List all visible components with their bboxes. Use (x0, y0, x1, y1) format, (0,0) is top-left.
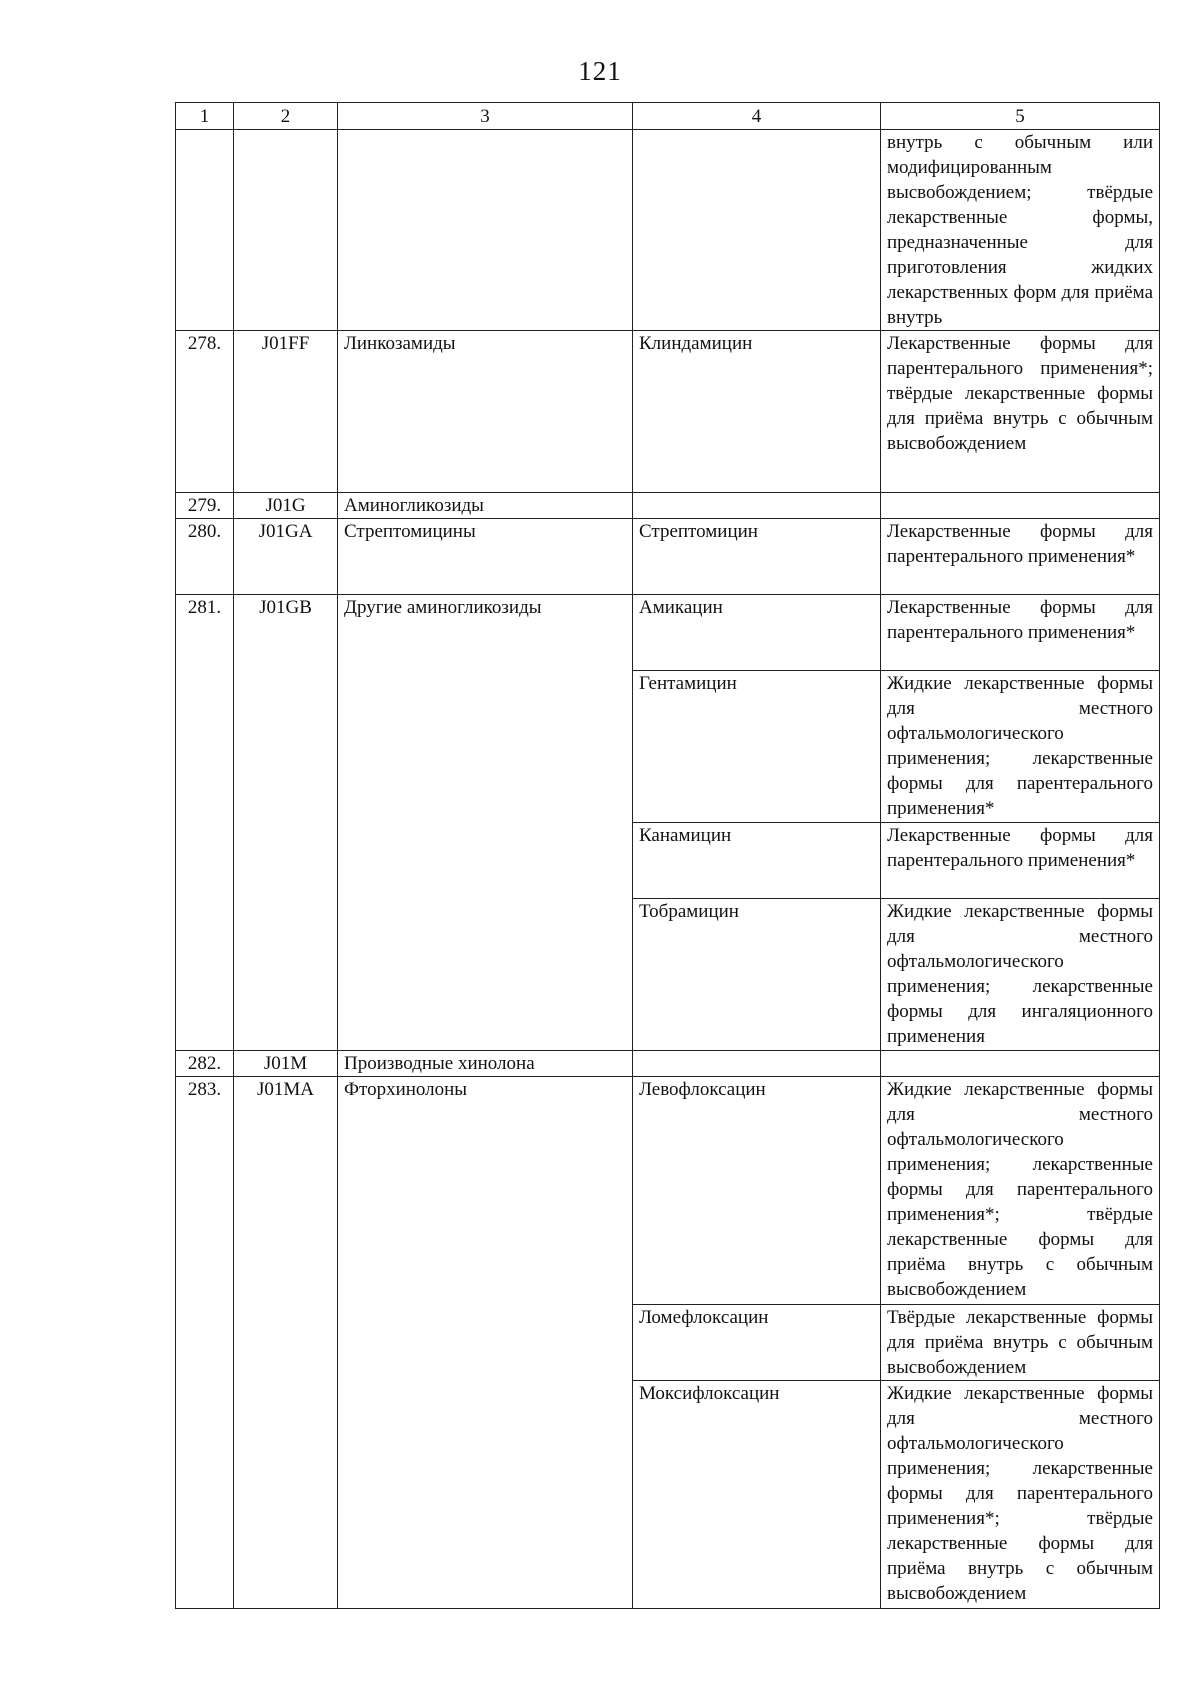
cell-dosage-form: Лекарственные формы для парентерального применения* (881, 519, 1160, 595)
cell-drug: Тобрамицин (633, 899, 881, 1051)
table-row (176, 331, 1160, 493)
cell-num (176, 130, 234, 331)
cell-dosage-form: Лекарственные формы для парентерального применения* (881, 823, 1160, 899)
cell-dosage-form: внутрь с обычным или модифицированным высвобождением; твёрдые лекарственные формы, предназначенные для приготовления жидких лекарственных форм для приёма внутрь (881, 130, 1160, 331)
column-header-1: 1 (176, 103, 234, 130)
table-row-continuation (176, 130, 1160, 331)
cell-drug: Левофлоксацин (633, 1077, 881, 1305)
cell-drug: Ломефлоксацин (633, 1305, 881, 1381)
cell-drug: Стрептомицин (633, 519, 881, 595)
table-header-row (176, 103, 1160, 130)
cell-num: 280. (176, 519, 234, 595)
cell-group: Производные хинолона (338, 1051, 633, 1077)
cell-drug (633, 1051, 881, 1077)
table-row (176, 519, 1160, 595)
cell-dosage-form (881, 1051, 1160, 1077)
cell-drug: Моксифлоксацин (633, 1381, 881, 1609)
cell-dosage-form: Жидкие лекарственные формы для местного офтальмологического применения; лекарственные формы для парентерального применения*; твёрдые лекарственные формы для приёма внутрь с обычным высвобождением (881, 1077, 1160, 1305)
cell-dosage-form: Твёрдые лекарственные формы для приёма внутрь с обычным высвобождением (881, 1305, 1160, 1381)
cell-drug: Канамицин (633, 823, 881, 899)
drug-registry-table (175, 102, 1160, 1609)
cell-dosage-form (881, 493, 1160, 519)
cell-group (338, 130, 633, 331)
cell-drug (633, 130, 881, 331)
cell-num: 278. (176, 331, 234, 493)
cell-drug: Амикацин (633, 595, 881, 671)
cell-code: J01G (234, 493, 338, 519)
column-header-2: 2 (234, 103, 338, 130)
cell-num: 281. (176, 595, 234, 1051)
column-header-5: 5 (881, 103, 1160, 130)
column-header-3: 3 (338, 103, 633, 130)
table-row (176, 1077, 1160, 1305)
cell-dosage-form: Лекарственные формы для парентерального применения*; твёрдые лекарственные формы для приёма внутрь с обычным высвобождением (881, 331, 1160, 493)
cell-dosage-form: Жидкие лекарственные формы для местного офтальмологического применения; лекарственные формы для ингаляционного применения (881, 899, 1160, 1051)
column-header-4: 4 (633, 103, 881, 130)
table-row (176, 1051, 1160, 1077)
table-row (176, 595, 1160, 671)
cell-code (234, 130, 338, 331)
cell-code: J01FF (234, 331, 338, 493)
cell-group: Линкозамиды (338, 331, 633, 493)
cell-group: Другие аминогликозиды (338, 595, 633, 1051)
cell-dosage-form: Жидкие лекарственные формы для местного офтальмологического применения; лекарственные формы для парентерального применения*; твёрдые лекарственные формы для приёма внутрь с обычным высвобождением (881, 1381, 1160, 1609)
cell-code: J01GA (234, 519, 338, 595)
cell-num: 282. (176, 1051, 234, 1077)
page-number: 121 (578, 56, 622, 86)
cell-dosage-form: Лекарственные формы для парентерального применения* (881, 595, 1160, 671)
cell-code: J01MA (234, 1077, 338, 1609)
cell-group: Аминогликозиды (338, 493, 633, 519)
cell-code: J01M (234, 1051, 338, 1077)
cell-dosage-form: Жидкие лекарственные формы для местного офтальмологического применения; лекарственные формы для парентерального применения* (881, 671, 1160, 823)
cell-drug (633, 493, 881, 519)
cell-drug: Клиндамицин (633, 331, 881, 493)
cell-drug: Гентамицин (633, 671, 881, 823)
cell-num: 283. (176, 1077, 234, 1609)
cell-num: 279. (176, 493, 234, 519)
table-row (176, 493, 1160, 519)
cell-code: J01GB (234, 595, 338, 1051)
cell-group: Фторхинолоны (338, 1077, 633, 1609)
cell-group: Стрептомицины (338, 519, 633, 595)
